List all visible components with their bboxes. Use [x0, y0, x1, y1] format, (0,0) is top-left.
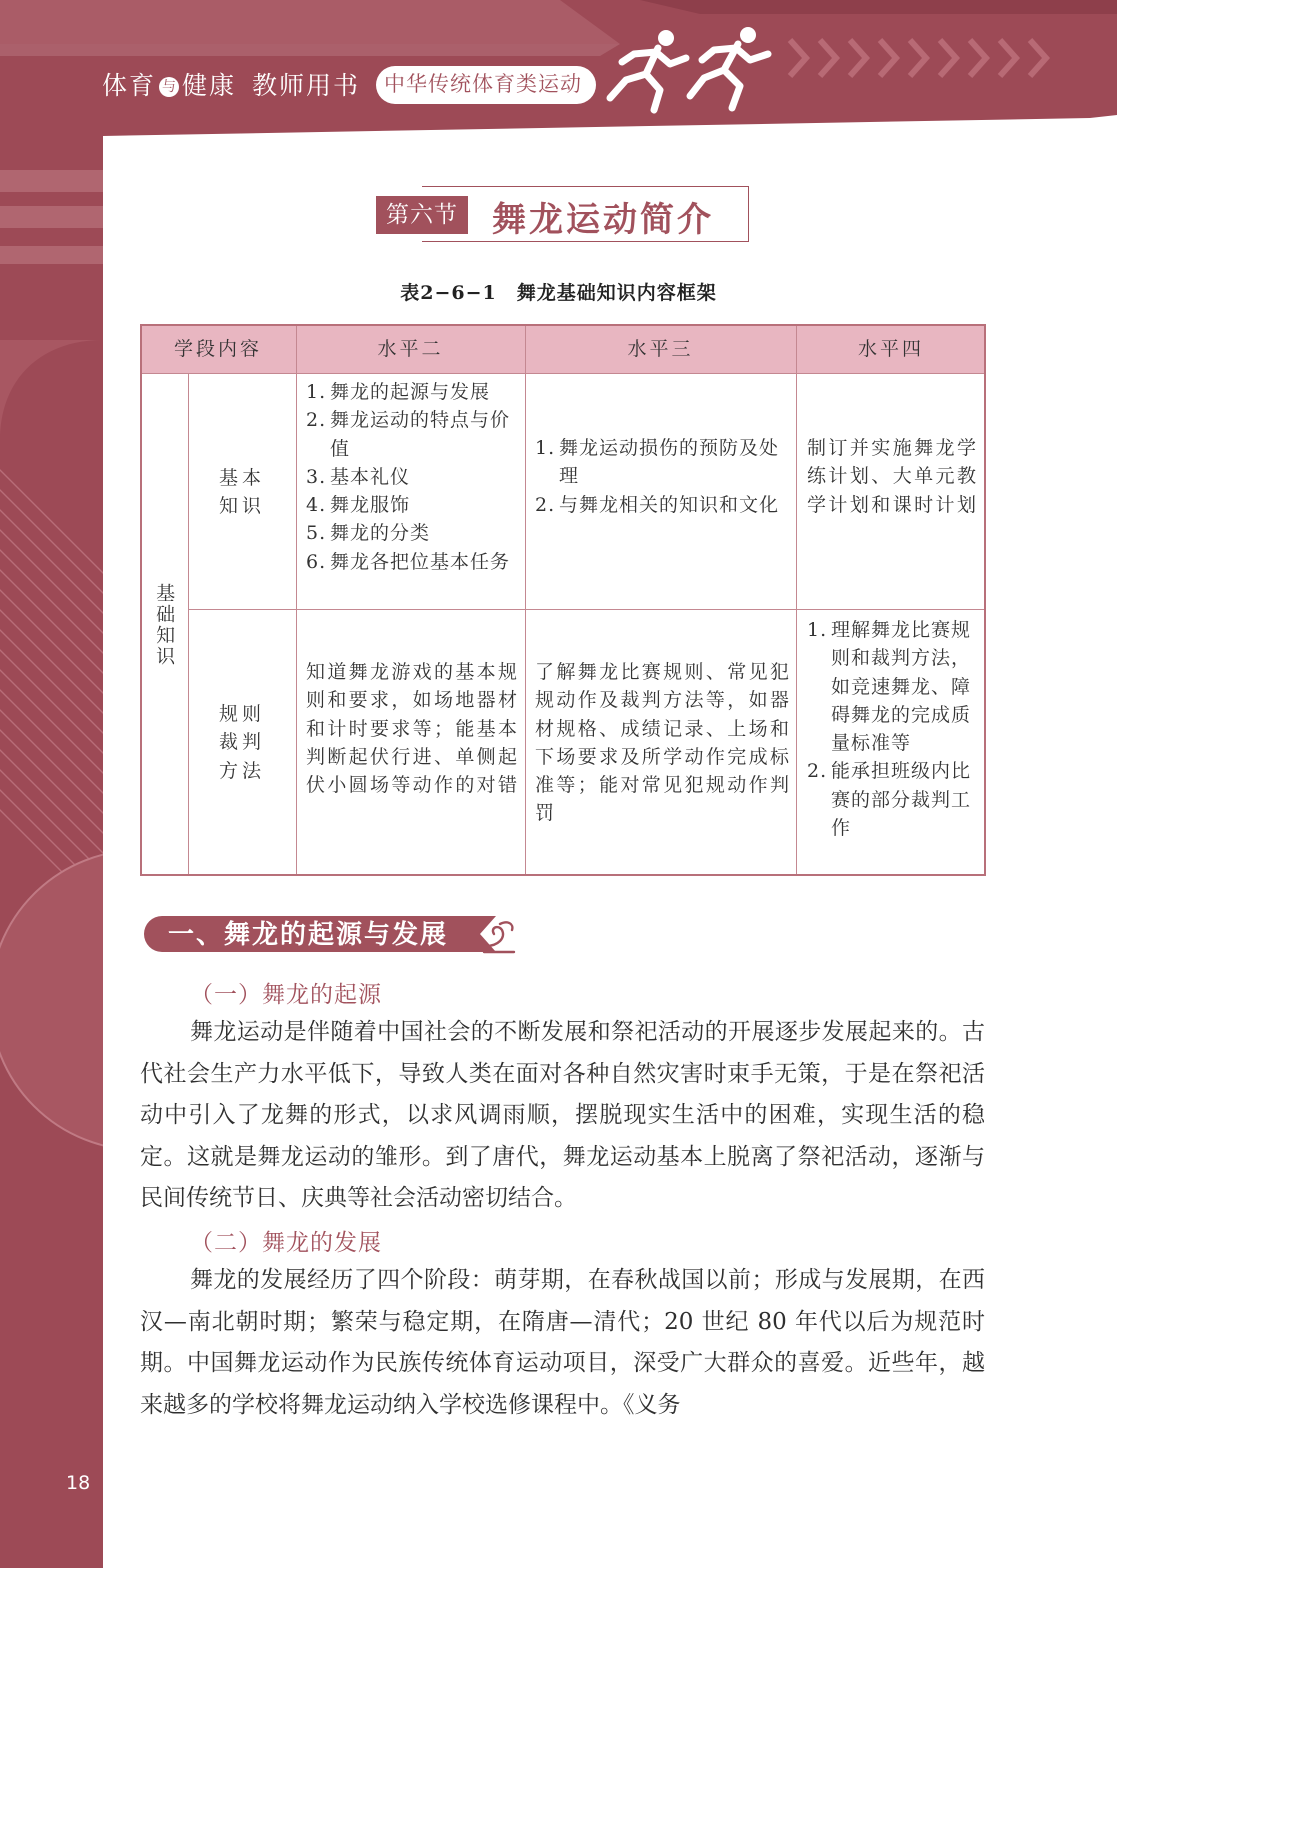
- list-item: 1. 舞龙的起源与发展: [306, 381, 491, 403]
- heading-origin-development: 一、舞龙的起源与发展: [168, 920, 449, 950]
- series-title-right: 健康: [182, 71, 237, 100]
- rules-level3-text: 了解舞龙比赛规则、常见犯规动作及裁判方法等，如器材规格、成绩记录、上场和下场要求及所学动作完成标准等；能对常见犯规动作判罚: [535, 661, 790, 825]
- subheading-development: （二）舞龙的发展: [190, 1230, 382, 1256]
- table-header-stage: 学段内容: [173, 338, 262, 360]
- series-and-badge: 与: [159, 77, 179, 97]
- table-header-level4: 水平四: [857, 338, 924, 360]
- table-header-level3: 水平三: [627, 338, 694, 360]
- runners-icon: [600, 26, 790, 116]
- section-title: 舞龙运动简介: [492, 200, 714, 240]
- list-item: 3. 基本礼仪: [306, 465, 411, 488]
- basic-level4-text: 制订并实施舞龙学练计划、大单元教学计划和课时计划: [807, 437, 977, 516]
- rules-level4-list: [807, 616, 977, 842]
- list-item: 1. 舞龙运动损伤的预防及处理: [535, 437, 780, 488]
- subheading-origin: （一）舞龙的起源: [190, 982, 382, 1008]
- paragraph-origin: 舞龙运动是伴随着中国社会的不断发展和祭祀活动的开展逐步发展起来的。古代社会生产力水平低下，导致人类在面对各种自然灾害时束手无策，于是在祭祀活动中引入了龙舞的形式，以求风调雨顺，摆脱现实生活中的困难，实现生活的稳定。这就是舞龙运动的雏形。到了唐代，舞龙运动基本上脱离了祭祀活动，逐渐与民间传统节日、庆典等社会活动密切结合。: [140, 1019, 985, 1212]
- list-item: 1. 理解舞龙比赛规则和裁判方法，如竞速舞龙、障碍舞龙的完成质量标准等: [807, 619, 972, 755]
- row-label-basic: 基本知识: [218, 467, 265, 518]
- chapter-pill: [376, 66, 596, 104]
- table-caption: 表2−6−1 舞龙基础知识内容框架: [400, 282, 717, 304]
- list-item: 2. 与舞龙相关的知识和文化: [535, 493, 780, 516]
- section-number-badge: 第六节: [376, 196, 468, 234]
- paragraph-development: 舞龙的发展经历了四个阶段：萌芽期，在春秋战国以前；形成与发展期，在西汉—南北朝时期；繁荣与稳定期，在隋唐—清代；20 世纪 80 年代以后为规范时期。中国舞龙运动作为民族传统体育运动项目，深受广大群众的喜爱。近些年，越来越多的学校将舞龙运动纳入学校选修课程中。《义务: [140, 1267, 985, 1418]
- list-item: 6. 舞龙各把位基本任务: [306, 550, 511, 573]
- basic-level3-list: [535, 434, 790, 519]
- row-label-rules: 规则裁判方法: [218, 703, 265, 782]
- group-label: 基础知识: [153, 583, 176, 667]
- list-item: 2. 舞龙运动的特点与价值: [306, 409, 511, 460]
- series-title-left: 体育: [102, 71, 157, 100]
- series-book-type: 教师用书: [252, 71, 361, 100]
- chapter-pill-label: 中华传统体育类运动: [384, 72, 582, 96]
- list-item: 5. 舞龙的分类: [306, 522, 431, 545]
- knowledge-framework-table: [140, 324, 986, 876]
- basic-level2-list: [306, 378, 518, 576]
- list-item: 4. 舞龙服饰: [306, 494, 411, 517]
- group-label-cell: [140, 374, 188, 876]
- page-number: 18: [66, 1472, 91, 1494]
- rules-level2-text: 知道舞龙游戏的基本规则和要求，如场地器材和计时要求等；能基本判断起伏行进、单侧起伏小圆场等动作的对错: [306, 661, 518, 797]
- list-item: 2. 能承担班级内比赛的部分裁判工作: [807, 760, 972, 840]
- series-title: [102, 66, 360, 102]
- table-header-level2: 水平二: [377, 338, 444, 360]
